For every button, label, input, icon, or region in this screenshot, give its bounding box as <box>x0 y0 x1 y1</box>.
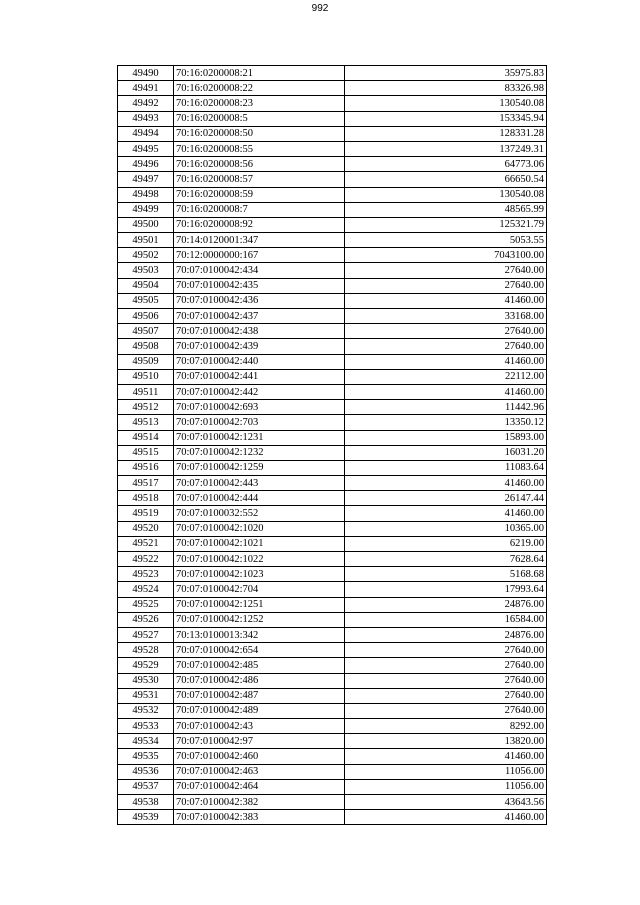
value-cell: 27640.00 <box>345 324 547 339</box>
cadastral-number-cell: 70:07:0100042:1259 <box>174 460 345 475</box>
value-cell: 27640.00 <box>345 263 547 278</box>
value-cell: 6219.00 <box>345 536 547 551</box>
cadastral-number-cell: 70:07:0100042:704 <box>174 582 345 597</box>
row-number-cell: 49513 <box>118 415 174 430</box>
table-row <box>118 476 547 491</box>
row-number-cell: 49498 <box>118 187 174 202</box>
cadastral-number-cell: 70:07:0100042:382 <box>174 795 345 810</box>
table-row <box>118 749 547 764</box>
value-cell: 27640.00 <box>345 673 547 688</box>
table-row <box>118 81 547 96</box>
row-number-cell: 49521 <box>118 536 174 551</box>
value-cell: 41460.00 <box>345 506 547 521</box>
table-row <box>118 658 547 673</box>
value-cell: 27640.00 <box>345 703 547 718</box>
value-cell: 7628.64 <box>345 552 547 567</box>
cadastral-number-cell: 70:07:0100042:1251 <box>174 597 345 612</box>
value-cell: 130540.08 <box>345 187 547 202</box>
value-cell: 137249.31 <box>345 141 547 156</box>
row-number-cell: 49492 <box>118 96 174 111</box>
table-row <box>118 491 547 506</box>
row-number-cell: 49504 <box>118 278 174 293</box>
table-row <box>118 309 547 324</box>
table-row <box>118 415 547 430</box>
value-cell: 11083.64 <box>345 460 547 475</box>
row-number-cell: 49515 <box>118 445 174 460</box>
value-cell: 153345.94 <box>345 111 547 126</box>
cadastral-number-cell: 70:07:0100042:489 <box>174 703 345 718</box>
table-row <box>118 278 547 293</box>
cadastral-number-cell: 70:07:0100042:439 <box>174 339 345 354</box>
value-cell: 27640.00 <box>345 643 547 658</box>
cadastral-number-cell: 70:07:0100042:437 <box>174 309 345 324</box>
value-cell: 41460.00 <box>345 384 547 399</box>
table-row <box>118 612 547 627</box>
value-cell: 27640.00 <box>345 688 547 703</box>
value-cell: 33168.00 <box>345 309 547 324</box>
row-number-cell: 49496 <box>118 157 174 172</box>
cadastral-number-cell: 70:07:0100042:464 <box>174 779 345 794</box>
row-number-cell: 49528 <box>118 643 174 658</box>
row-number-cell: 49539 <box>118 810 174 825</box>
row-number-cell: 49503 <box>118 263 174 278</box>
cadastral-number-cell: 70:14:0120001:347 <box>174 233 345 248</box>
row-number-cell: 49529 <box>118 658 174 673</box>
value-cell: 13350.12 <box>345 415 547 430</box>
row-number-cell: 49519 <box>118 506 174 521</box>
value-cell: 24876.00 <box>345 597 547 612</box>
row-number-cell: 49525 <box>118 597 174 612</box>
value-cell: 11056.00 <box>345 779 547 794</box>
cadastral-number-cell: 70:07:0100042:703 <box>174 415 345 430</box>
cadastral-number-cell: 70:07:0100042:463 <box>174 764 345 779</box>
table-row <box>118 810 547 825</box>
cadastral-number-cell: 70:07:0100042:1252 <box>174 612 345 627</box>
cadastral-number-cell: 70:07:0100042:440 <box>174 354 345 369</box>
row-number-cell: 49535 <box>118 749 174 764</box>
cadastral-number-cell: 70:07:0100042:441 <box>174 369 345 384</box>
value-cell: 24876.00 <box>345 627 547 642</box>
table-row <box>118 460 547 475</box>
cadastral-number-cell: 70:07:0100042:1020 <box>174 521 345 536</box>
table-row <box>118 202 547 217</box>
row-number-cell: 49493 <box>118 111 174 126</box>
value-cell: 27640.00 <box>345 339 547 354</box>
value-cell: 26147.44 <box>345 491 547 506</box>
cadastral-number-cell: 70:07:0100042:43 <box>174 719 345 734</box>
table-row <box>118 354 547 369</box>
cadastral-number-cell: 70:07:0100042:1232 <box>174 445 345 460</box>
table-row <box>118 703 547 718</box>
row-number-cell: 49500 <box>118 217 174 232</box>
table-row <box>118 430 547 445</box>
cadastral-number-cell: 70:07:0100042:485 <box>174 658 345 673</box>
row-number-cell: 49505 <box>118 293 174 308</box>
cadastral-number-cell: 70:16:0200008:5 <box>174 111 345 126</box>
row-number-cell: 49532 <box>118 703 174 718</box>
cadastral-number-cell: 70:07:0100042:1022 <box>174 552 345 567</box>
table-row <box>118 400 547 415</box>
row-number-cell: 49509 <box>118 354 174 369</box>
cadastral-number-cell: 70:16:0200008:56 <box>174 157 345 172</box>
table-row <box>118 339 547 354</box>
value-cell: 27640.00 <box>345 658 547 673</box>
table-row <box>118 187 547 202</box>
table-row <box>118 157 547 172</box>
value-cell: 11442.96 <box>345 400 547 415</box>
table-row <box>118 233 547 248</box>
value-cell: 66650.54 <box>345 172 547 187</box>
row-number-cell: 49508 <box>118 339 174 354</box>
cadastral-number-cell: 70:07:0100042:442 <box>174 384 345 399</box>
value-cell: 22112.00 <box>345 369 547 384</box>
cadastral-number-cell: 70:07:0100042:1023 <box>174 567 345 582</box>
row-number-cell: 49517 <box>118 476 174 491</box>
table-row <box>118 384 547 399</box>
row-number-cell: 49494 <box>118 126 174 141</box>
value-cell: 35975.83 <box>345 66 547 81</box>
cadastral-number-cell: 70:07:0100042:693 <box>174 400 345 415</box>
cadastral-number-cell: 70:07:0100042:1231 <box>174 430 345 445</box>
table-row <box>118 324 547 339</box>
row-number-cell: 49531 <box>118 688 174 703</box>
row-number-cell: 49524 <box>118 582 174 597</box>
cadastral-number-cell: 70:07:0100042:1021 <box>174 536 345 551</box>
value-cell: 41460.00 <box>345 476 547 491</box>
table-row <box>118 597 547 612</box>
table-row <box>118 552 547 567</box>
row-number-cell: 49530 <box>118 673 174 688</box>
row-number-cell: 49490 <box>118 66 174 81</box>
row-number-cell: 49536 <box>118 764 174 779</box>
cadastral-number-cell: 70:16:0200008:59 <box>174 187 345 202</box>
cadastral-number-cell: 70:13:0100013:342 <box>174 627 345 642</box>
data-table <box>117 65 547 825</box>
table-row <box>118 734 547 749</box>
cadastral-number-cell: 70:07:0100042:434 <box>174 263 345 278</box>
row-number-cell: 49520 <box>118 521 174 536</box>
table-row <box>118 217 547 232</box>
cadastral-number-cell: 70:07:0100042:438 <box>174 324 345 339</box>
value-cell: 130540.08 <box>345 96 547 111</box>
cadastral-number-cell: 70:16:0200008:21 <box>174 66 345 81</box>
table-row <box>118 764 547 779</box>
cadastral-number-cell: 70:16:0200008:22 <box>174 81 345 96</box>
row-number-cell: 49533 <box>118 719 174 734</box>
row-number-cell: 49495 <box>118 141 174 156</box>
table-row <box>118 369 547 384</box>
value-cell: 27640.00 <box>345 278 547 293</box>
row-number-cell: 49507 <box>118 324 174 339</box>
value-cell: 48565.99 <box>345 202 547 217</box>
table-row <box>118 688 547 703</box>
cadastral-number-cell: 70:07:0100042:487 <box>174 688 345 703</box>
cadastral-number-cell: 70:16:0200008:57 <box>174 172 345 187</box>
row-number-cell: 49518 <box>118 491 174 506</box>
table-row <box>118 263 547 278</box>
row-number-cell: 49537 <box>118 779 174 794</box>
value-cell: 43643.56 <box>345 795 547 810</box>
cadastral-number-cell: 70:07:0100032:552 <box>174 506 345 521</box>
value-cell: 15893.00 <box>345 430 547 445</box>
table-row <box>118 96 547 111</box>
table-row <box>118 582 547 597</box>
cadastral-number-cell: 70:16:0200008:50 <box>174 126 345 141</box>
page-number: 992 <box>311 3 329 14</box>
cadastral-number-cell: 70:07:0100042:383 <box>174 810 345 825</box>
row-number-cell: 49527 <box>118 627 174 642</box>
cadastral-number-cell: 70:07:0100042:97 <box>174 734 345 749</box>
row-number-cell: 49491 <box>118 81 174 96</box>
value-cell: 10365.00 <box>345 521 547 536</box>
table-row <box>118 521 547 536</box>
value-cell: 83326.98 <box>345 81 547 96</box>
cadastral-number-cell: 70:12:0000000:167 <box>174 248 345 263</box>
row-number-cell: 49514 <box>118 430 174 445</box>
cadastral-number-cell: 70:07:0100042:435 <box>174 278 345 293</box>
value-cell: 41460.00 <box>345 749 547 764</box>
value-cell: 41460.00 <box>345 810 547 825</box>
value-cell: 13820.00 <box>345 734 547 749</box>
row-number-cell: 49522 <box>118 552 174 567</box>
value-cell: 64773.06 <box>345 157 547 172</box>
value-cell: 41460.00 <box>345 354 547 369</box>
table-row <box>118 627 547 642</box>
table-row <box>118 172 547 187</box>
table-row <box>118 445 547 460</box>
row-number-cell: 49516 <box>118 460 174 475</box>
value-cell: 41460.00 <box>345 293 547 308</box>
cadastral-number-cell: 70:16:0200008:92 <box>174 217 345 232</box>
value-cell: 16031.20 <box>345 445 547 460</box>
row-number-cell: 49538 <box>118 795 174 810</box>
row-number-cell: 49511 <box>118 384 174 399</box>
table-row <box>118 795 547 810</box>
table-row <box>118 111 547 126</box>
row-number-cell: 49526 <box>118 612 174 627</box>
value-cell: 128331.28 <box>345 126 547 141</box>
value-cell: 17993.64 <box>345 582 547 597</box>
table-row <box>118 293 547 308</box>
value-cell: 5168.68 <box>345 567 547 582</box>
table-row <box>118 643 547 658</box>
cadastral-number-cell: 70:07:0100042:654 <box>174 643 345 658</box>
table-body <box>118 66 547 825</box>
row-number-cell: 49502 <box>118 248 174 263</box>
table-row <box>118 673 547 688</box>
table-row <box>118 506 547 521</box>
row-number-cell: 49534 <box>118 734 174 749</box>
table-row <box>118 126 547 141</box>
row-number-cell: 49506 <box>118 309 174 324</box>
cadastral-number-cell: 70:07:0100042:443 <box>174 476 345 491</box>
table-row <box>118 141 547 156</box>
table-row <box>118 536 547 551</box>
row-number-cell: 49499 <box>118 202 174 217</box>
row-number-cell: 49497 <box>118 172 174 187</box>
value-cell: 16584.00 <box>345 612 547 627</box>
cadastral-number-cell: 70:07:0100042:444 <box>174 491 345 506</box>
row-number-cell: 49512 <box>118 400 174 415</box>
cadastral-number-cell: 70:07:0100042:436 <box>174 293 345 308</box>
table-row <box>118 248 547 263</box>
cadastral-number-cell: 70:16:0200008:7 <box>174 202 345 217</box>
cadastral-number-cell: 70:07:0100042:486 <box>174 673 345 688</box>
table-row <box>118 66 547 81</box>
table-row <box>118 779 547 794</box>
value-cell: 5053.55 <box>345 233 547 248</box>
row-number-cell: 49501 <box>118 233 174 248</box>
value-cell: 125321.79 <box>345 217 547 232</box>
value-cell: 7043100.00 <box>345 248 547 263</box>
cadastral-number-cell: 70:07:0100042:460 <box>174 749 345 764</box>
row-number-cell: 49510 <box>118 369 174 384</box>
cadastral-number-cell: 70:16:0200008:23 <box>174 96 345 111</box>
table-row <box>118 567 547 582</box>
row-number-cell: 49523 <box>118 567 174 582</box>
value-cell: 11056.00 <box>345 764 547 779</box>
table-row <box>118 719 547 734</box>
value-cell: 8292.00 <box>345 719 547 734</box>
cadastral-number-cell: 70:16:0200008:55 <box>174 141 345 156</box>
